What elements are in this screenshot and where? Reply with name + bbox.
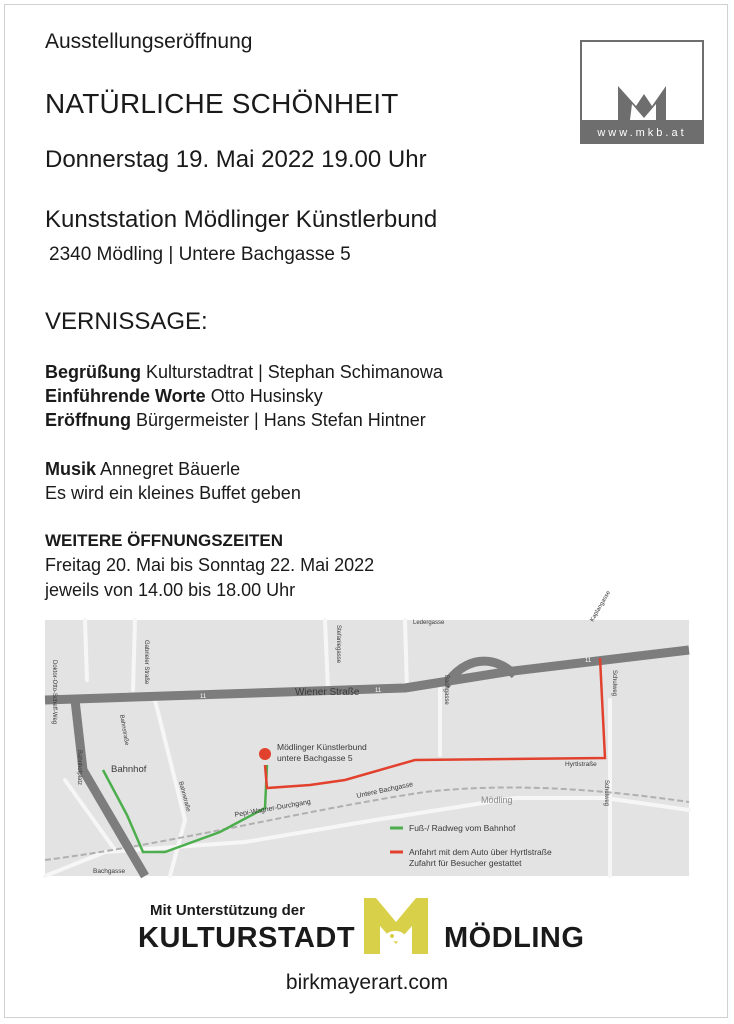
venue-name: Kunststation Mödlinger Künstlerbund — [45, 206, 438, 233]
vernissage-heading: VERNISSAGE: — [45, 308, 208, 335]
opening-date: Donnerstag 19. Mai 2022 19.00 Uhr — [45, 146, 427, 173]
label-schulweg-lower: Schulweg — [603, 780, 609, 807]
hours-dates: Freitag 20. Mai bis Sonntag 22. Mai 2022 — [45, 555, 375, 575]
label-bahnstrasse-lower: Bahnstraße — [177, 780, 191, 813]
opening-label: Eröffnung — [45, 410, 131, 430]
opening-text: Bürgermeister | Hans Stefan Hintner — [136, 410, 426, 430]
program-line-opening — [45, 410, 426, 431]
greeting-text: Kulturstadtrat | Stephan Schimanowa — [146, 362, 443, 382]
gallery-marker — [259, 748, 271, 760]
label-untere-bachgasse: Untere Bachgasse — [355, 781, 414, 800]
route-badge-1: 11 — [200, 694, 207, 700]
sponsor-kulturstadt: KULTURSTADT — [138, 922, 356, 954]
sponsor-moedling: MÖDLING — [444, 922, 585, 954]
label-ledergasse: Ledergasse — [413, 620, 445, 626]
label-bahnhof: Bahnhof — [111, 764, 147, 775]
exhibition-title: NATÜRLICHE SCHÖNHEIT — [45, 88, 399, 119]
route-badge-3: 11 — [585, 658, 592, 664]
street-kaplan-top — [405, 620, 407, 690]
marker-line-2: untere Bachgasse 5 — [277, 753, 353, 763]
buffet-note: Es wird ein kleines Buffet geben — [45, 483, 301, 503]
label-bahnstrasse-upper: Bahnstraße — [118, 714, 130, 746]
greeting-label: Begrüßung — [45, 362, 141, 382]
car-route — [265, 658, 605, 788]
route-badge-2: 11 — [375, 688, 382, 694]
label-schulweg-upper: Schulweg — [611, 670, 617, 697]
music-label: Musik — [45, 459, 97, 479]
legend-walk: Fuß-/ Radweg vom Bahnhof — [409, 823, 516, 833]
label-bahnhofplatz: Bahnhofplatz — [76, 750, 82, 786]
label-stefaniegasse: Stefaniegasse — [335, 625, 341, 664]
label-hyrtlstrasse: Hyrtlstraße — [565, 761, 597, 768]
label-pepi-wagner: Pepi-Wagner-Durchgang — [234, 798, 312, 819]
mkb-logo — [580, 40, 704, 144]
moedling-city-logo — [362, 896, 430, 956]
label-kaplangasse: Kaplangasse — [589, 589, 613, 623]
label-gabrieler: Gabrieler Straße — [143, 640, 149, 685]
website-link[interactable]: birkmayerart.com — [285, 971, 449, 994]
hours-heading: WEITERE ÖFFNUNGSZEITEN — [45, 531, 283, 550]
music-text: Annegret Bäuerle — [100, 459, 241, 479]
label-wiener-strasse: Wiener Straße — [295, 687, 360, 698]
street-stefanie — [325, 620, 328, 690]
subtitle: Ausstellungseröffnung — [45, 30, 253, 53]
label-scheff-weg: Doktor-Otto-Scheff-Weg — [51, 660, 57, 725]
program-line-intro — [45, 386, 323, 407]
sponsor-intro: Mit Unterstützung der — [150, 902, 305, 919]
street-scheff — [85, 620, 87, 680]
program-line-music — [45, 459, 240, 480]
legend-car-line1: Anfahrt mit dem Auto über Hyrtlstraße — [409, 847, 552, 857]
program-line-greeting — [45, 362, 443, 383]
hours-times: jeweils von 14.00 bis 18.00 Uhr — [45, 580, 296, 600]
intro-text: Otto Husinsky — [210, 386, 323, 406]
venue-address: 2340 Mödling | Untere Bachgasse 5 — [49, 244, 351, 265]
intro-label: Einführende Worte — [45, 386, 206, 406]
street-gabrieler — [133, 620, 135, 690]
legend-car-line2: Zufahrt für Besucher gestattet — [409, 858, 522, 868]
logo-url: www.mkb.at — [597, 127, 687, 139]
road-wiener-strasse — [45, 650, 689, 700]
label-moedling: Mödling — [481, 795, 513, 805]
label-bachgasse-top: Bachgasse — [443, 675, 449, 705]
marker-line-1: Mödlinger Künstlerbund — [277, 742, 367, 752]
label-bachgasse: Bachgasse — [93, 868, 126, 875]
